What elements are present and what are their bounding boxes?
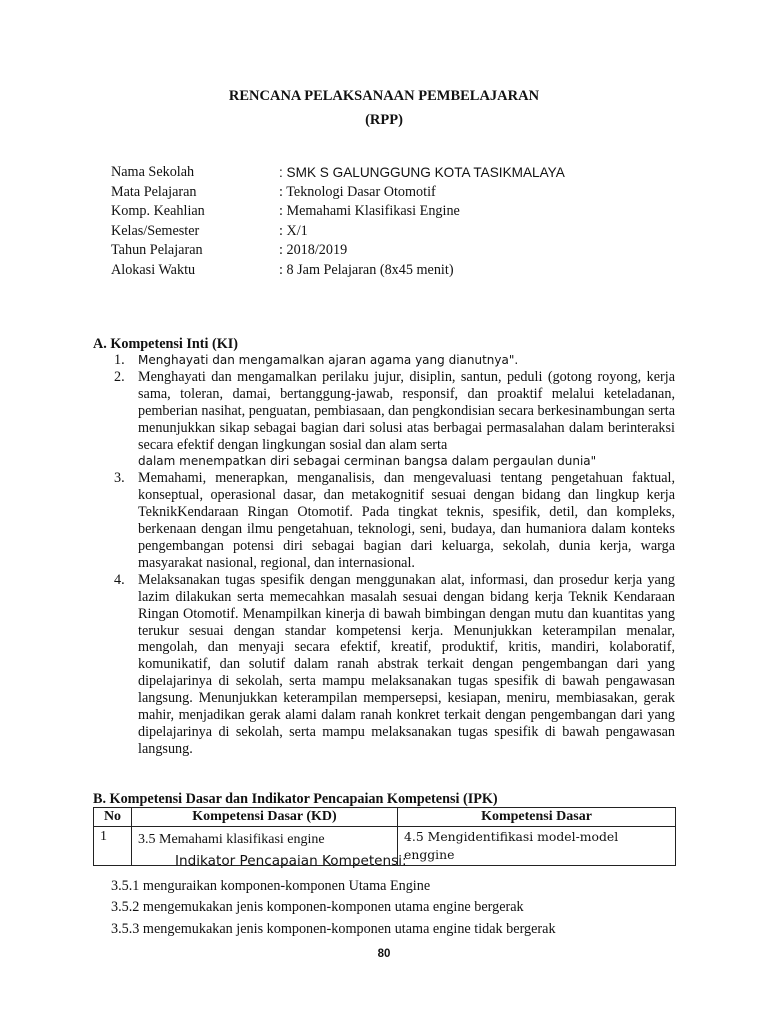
identity-value: : X/1 <box>279 222 308 239</box>
list-item-number: 4. <box>114 571 125 588</box>
list-item-text: Melaksanakan tugas spesifik dengan menggunakan alat, informasi, dan prosedur kerja yang lazim dilakukan serta memecahkan masalah sesuai dengan bidang kerja Teknik Kendaraan Ringan Otomotif. Menampilkan kinerja di bawah bimbingan dengan mutu dan kuantitas yang terukur sesuai dengan standar kompetensi kerja. Menunjukkan keterampilan menalar, mengolah, dan menyaji secara efektif, kreatif, produktif, kritis, mandiri, kolaboratif, komunikatif, dan solutif dalam ranah abstrak terkait dengan pengembangan dari yang dipelajarinya di sekolah, serta mampu melaksanakan tugas spesifik di bawah pengawasan langsung. Menunjukkan keterampilan mempersepsi, kesiapan, meniru, membiasakan, gerak mahir, menjadikan gerak alami dalam ranah konkret terkait dengan pengembangan dari yang dipelajarinya di sekolah, serta mampu melaksanakan tugas spesifik di bawah pengawasan langsung. <box>138 571 675 757</box>
list-item: 3.5.3 mengemukakan jenis komponen-komponen utama engine tidak bergerak <box>111 920 556 937</box>
table-header-row <box>94 808 676 827</box>
list-item-text: Menghayati dan mengamalkan perilaku jujur, disiplin, santun, peduli (gotong royong, kerja sama, toleran, damai, bertanggung-jawab, responsif, dan proaktif melalui keteladanan, pemberian nasihat, penguatan, pembiasaan, dan pengkondisian secara berkesinambungan serta menunjukkan sikap sebagai bagian dari solusi atas berbagai permasalahan dalam berinteraksi secara efektif dengan lingkungan sosial dan alam serta <box>138 368 675 453</box>
list-item <box>111 369 675 470</box>
identity-label: Mata Pelajaran <box>111 183 197 200</box>
list-item-number: 2. <box>114 368 125 385</box>
table-header-cell: No <box>94 808 132 827</box>
table-cell: 3.5 Memahami klasifikasi engine <box>132 827 398 866</box>
table-cell: 4.5 Mengidentifikasi model-model enggine <box>398 827 676 866</box>
ipk-title: Indikator Pencapaian Kompetensi: <box>175 853 407 869</box>
section-a-heading: A. Kompetensi Inti (KI) <box>93 336 239 352</box>
list-item-text: Memahami, menerapkan, menganalisis, dan mengevaluasi tentang pengetahuan faktual, konseptual, operasional dasar, dan metakognitif sesuai dengan bidang dan lingkup kerja TeknikKendaraan Ringan Otomotif. Pada tingkat teknis, spesifik, detil, dan kompleks, berkenaan dengan ilmu pengetahuan, teknologi, seni, budaya, dan humaniora dalam konteks pengembangan potensi diri sebagai bagian dari keluarga, sekolah, dunia kerja, warga masyarakat nasional, regional, dan internasional. <box>138 470 675 571</box>
identity-value: : SMK S GALUNGGUNG KOTA TASIKMALAYA <box>279 165 565 180</box>
list-item: 3.5.1 menguraikan komponen-komponen Utama Engine <box>111 878 431 894</box>
identity-label: Nama Sekolah <box>111 164 195 180</box>
list-item: 3.5.2 mengemukakan jenis komponen-komponen utama engine bergerak <box>111 899 524 916</box>
identity-label: Tahun Pelajaran <box>111 242 203 259</box>
identity-label: Komp. Keahlian <box>111 203 205 220</box>
section-b-heading: B. Kompetensi Dasar dan Indikator Pencapaian Kompetensi (IPK) <box>93 791 498 807</box>
list-item-text: Menghayati dan mengamalkan ajaran agama yang dianutnya". <box>138 353 519 367</box>
ipk-list <box>111 876 556 940</box>
page-number: 80 <box>377 948 391 960</box>
table-header-cell: Kompetensi Dasar (KD) <box>132 808 398 827</box>
page-subtitle: (RPP) <box>365 112 403 128</box>
table-cell: 1 <box>94 827 132 866</box>
ki-list <box>111 352 675 758</box>
identity-value: : Memahami Klasifikasi Engine <box>279 203 460 220</box>
list-item <box>111 470 675 571</box>
list-item-text-tail: dalam menempatkan diri sebagai cerminan bangsa dalam pergaulan dunia" <box>138 454 597 469</box>
identity-value: : 2018/2019 <box>279 242 348 259</box>
list-item <box>111 352 675 369</box>
list-item-number: 3. <box>114 470 125 487</box>
identity-value: : 8 Jam Pelajaran (8x45 menit) <box>279 261 454 278</box>
list-item-number: 1. <box>114 352 125 368</box>
list-item <box>111 572 675 758</box>
identity-label: Kelas/Semester <box>111 222 200 239</box>
identity-label: Alokasi Waktu <box>111 261 196 278</box>
page-title: RENCANA PELAKSANAAN PEMBELAJARAN <box>228 88 540 104</box>
table-header-cell: Kompetensi Dasar <box>398 808 676 827</box>
identity-value: : Teknologi Dasar Otomotif <box>279 183 436 200</box>
